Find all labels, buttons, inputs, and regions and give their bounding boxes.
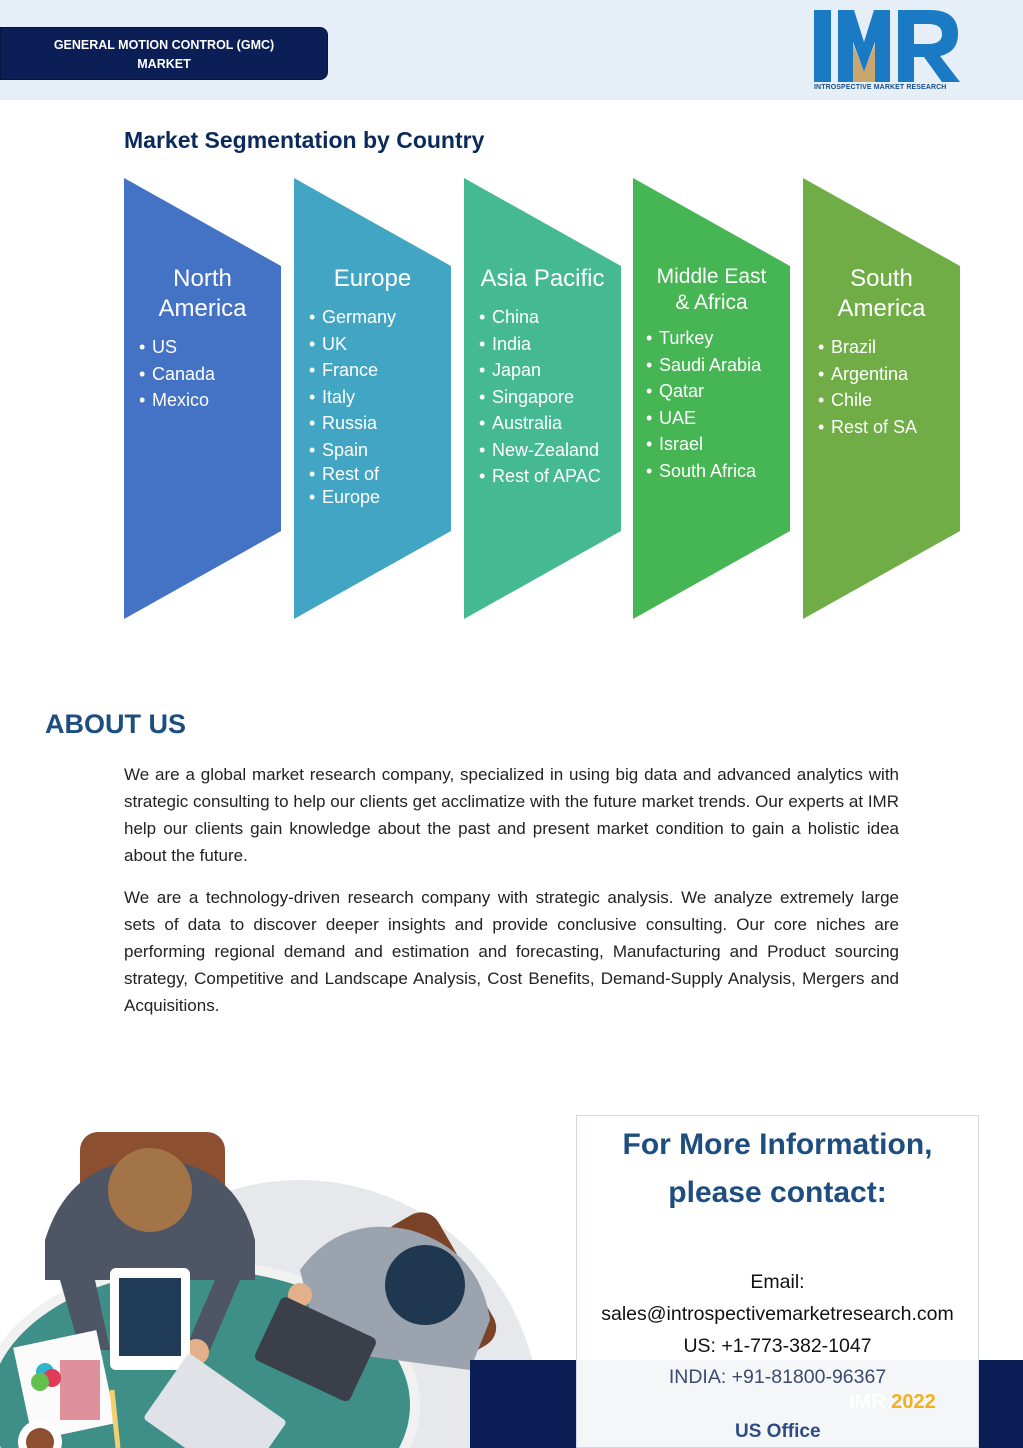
country-item: • New-Zealand [479, 437, 601, 464]
country-item: • Argentina [818, 361, 917, 388]
segmentation-title: Market Segmentation by Country [124, 127, 485, 153]
contact-title-line2: please contact: [668, 1176, 887, 1209]
country-list [646, 325, 761, 484]
country-list [309, 304, 396, 509]
region-name-line2: & Africa [675, 291, 748, 314]
country-item: • India [479, 331, 601, 358]
country-list [479, 304, 601, 490]
region-name-line1: North [173, 265, 232, 292]
region-north-america [124, 178, 281, 619]
region-name-line2: America [837, 295, 926, 322]
region-name-line1: Middle East [656, 265, 767, 288]
imr-logo [812, 8, 964, 96]
country-item: • Italy [309, 384, 396, 411]
region-chevrons [124, 178, 960, 619]
us-office-label: US Office [735, 1421, 821, 1442]
country-item: • US [139, 334, 215, 361]
country-item: • Japan [479, 357, 601, 384]
country-item: • Singapore [479, 384, 601, 411]
country-list [139, 334, 215, 414]
footer-year: 2022 [891, 1391, 936, 1413]
country-item: • China [479, 304, 601, 331]
footer-band-right [977, 1360, 1023, 1448]
country-item: • Israel [646, 431, 761, 458]
country-item: • Rest of [309, 463, 396, 486]
about-paragraph-2: We are a technology-driven research company with strategic analysis. We analyze extremely large sets of data to discover deeper insights and provide conclusive consulting. Our core niches are performing regional demand and estimation and forecasting, Manufacturing and Product sourcing strategy, Competitive and Landscape Analysis, Cost Benefits, Demand-Supply Analysis, Mergers and Acquisitions. [124, 888, 899, 1015]
india-phone[interactable]: INDIA: +91-81800-96367 [668, 1366, 887, 1388]
badge-line1: GENERAL MOTION CONTROL (GMC) [53, 38, 275, 52]
country-item: • Australia [479, 410, 601, 437]
footer-brand: IMR [849, 1391, 886, 1413]
country-item: • Mexico [139, 387, 215, 414]
country-item: • Turkey [646, 325, 761, 352]
country-list [818, 334, 917, 440]
country-item: • UK [309, 331, 396, 358]
country-item: • Chile [818, 387, 917, 414]
region-name-line2: America [158, 295, 247, 322]
logo-tagline: INTROSPECTIVE MARKET RESEARCH [814, 84, 947, 91]
region-name-line1: Europe [333, 265, 412, 292]
region-europe [294, 178, 451, 619]
us-phone[interactable]: US: +1-773-382-1047 [683, 1335, 872, 1357]
region-middle-east-africa [633, 178, 790, 619]
email-label: Email: [750, 1271, 805, 1293]
region-south-america [803, 178, 960, 619]
about-title: ABOUT US [45, 709, 186, 739]
country-item: • Brazil [818, 334, 917, 361]
about-paragraph-1: We are a global market research company, specialized in using big data and advanced analytics with strategic consulting to help our clients get acclimatize with the future market trends. Our experts at IMR help our clients gain knowledge about the past and present market condition to gain a holistic idea about the future. [124, 765, 899, 865]
country-item: • Saudi Arabia [646, 352, 761, 379]
email-address[interactable]: sales@introspectivemarketresearch.com [601, 1303, 954, 1325]
country-item: • Spain [309, 437, 396, 464]
report-title-badge [0, 27, 328, 80]
country-item: • UAE [646, 405, 761, 432]
region-asia-pacific [464, 178, 621, 619]
country-item: • South Africa [646, 458, 761, 485]
country-item: • France [309, 357, 396, 384]
country-item-continued-text: Europe [322, 487, 381, 507]
country-item: • Canada [139, 361, 215, 388]
badge-line2: MARKET [137, 57, 191, 71]
country-item-continued [309, 486, 396, 509]
region-name-line1: Asia Pacific [480, 265, 605, 292]
country-item: • Germany [309, 304, 396, 331]
country-item: • Russia [309, 410, 396, 437]
country-item: • Qatar [646, 378, 761, 405]
region-name-line1: South [850, 265, 913, 292]
contact-title-line1: For More Information, [622, 1128, 933, 1161]
footer-brand-year [849, 1391, 936, 1414]
country-item: • Rest of SA [818, 414, 917, 441]
country-item: • Rest of APAC [479, 463, 601, 490]
